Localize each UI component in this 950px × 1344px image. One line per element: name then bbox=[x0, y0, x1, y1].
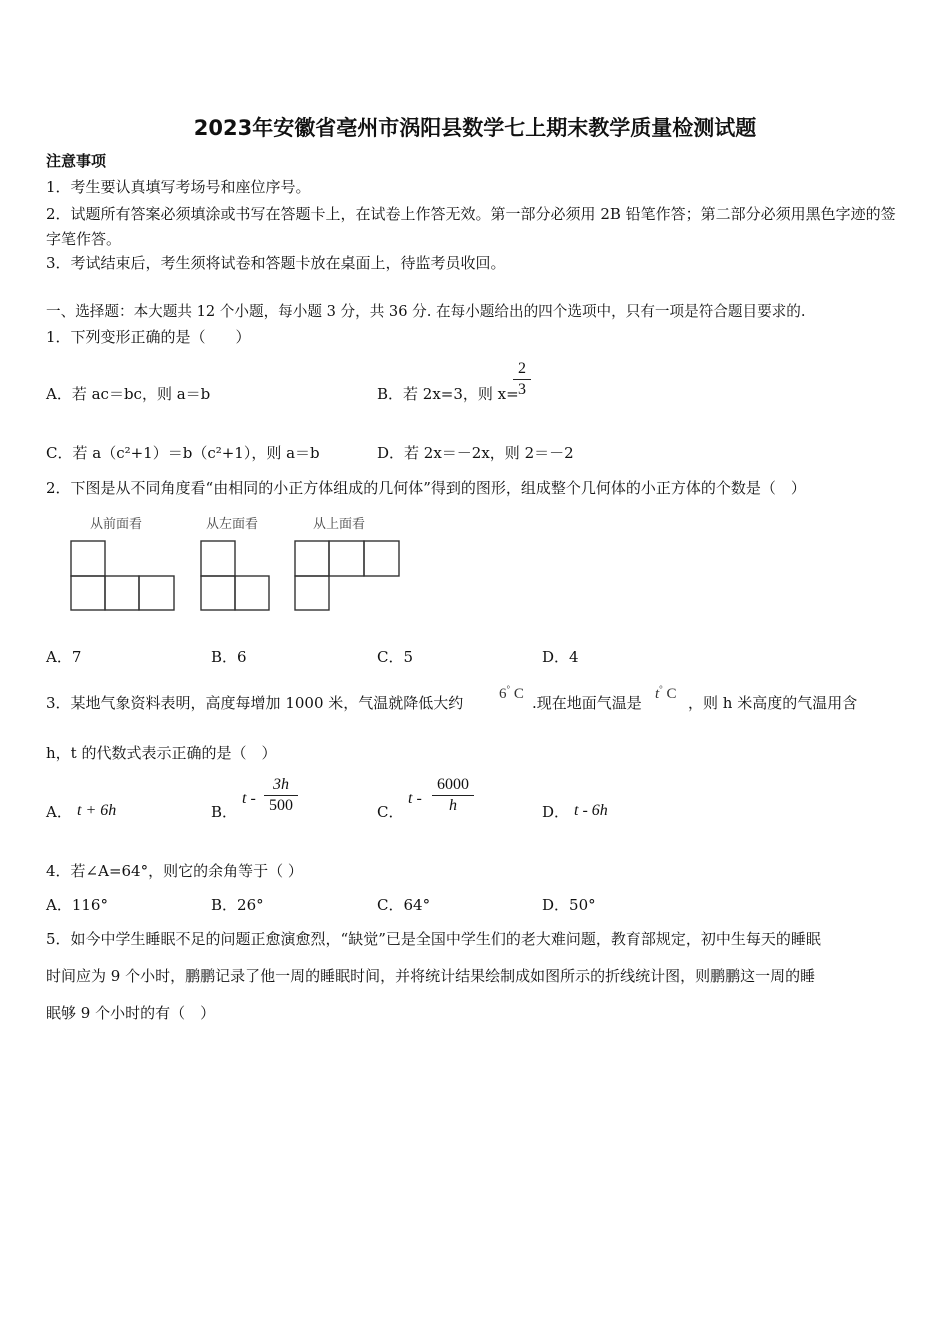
fraction-numerator: 3h bbox=[273, 776, 289, 793]
q1-option-d: D．若 2x＝－2x，则 2＝－2 bbox=[377, 444, 574, 462]
notice-heading: 注意事项 bbox=[46, 152, 107, 170]
front-view-cell bbox=[105, 576, 139, 610]
fraction-denominator: h bbox=[449, 797, 457, 814]
q5-stem-line-2: 时间应为 9 个小时，鹏鹏记录了他一周的睡眠时间，并将统计结果绘制成如图所示的折线统计图，则鹏鹏这一周的睡 bbox=[46, 967, 816, 985]
fraction-numerator: 2 bbox=[518, 360, 526, 377]
q3-option-c-prefix: t - bbox=[408, 790, 422, 807]
q3-ground-temp bbox=[655, 684, 677, 703]
view-label-front: 从前面看 bbox=[90, 517, 143, 532]
left-view-cell bbox=[201, 541, 235, 576]
degree-mark: ° bbox=[659, 684, 663, 694]
top-view-cell bbox=[295, 541, 329, 576]
q3-stem-part1: 3．某地气象资料表明，高度每增加 1000 米，气温就降低大约 bbox=[46, 694, 464, 712]
page-title: 2023年安徽省亳州市涡阳县数学七上期末教学质量检测试题 bbox=[193, 116, 757, 140]
q2-stem: 2．下图是从不同角度看“由相同的小正方体组成的几何体”得到的图形，组成整个几何体的小正方体的个数是（ ） bbox=[46, 479, 806, 497]
front-view-cell bbox=[139, 576, 174, 610]
front-view-cell bbox=[71, 541, 105, 576]
q3-stem-part3: ，则 h 米高度的气温用含 bbox=[688, 694, 858, 712]
q3-ground-temp-value: t bbox=[655, 686, 660, 702]
left-view-cell bbox=[235, 576, 269, 610]
q3-unit-c: C bbox=[513, 686, 524, 702]
fraction-denominator: 3 bbox=[518, 381, 526, 398]
q3-option-d-expr: t - 6h bbox=[574, 802, 608, 819]
view-label-left: 从左面看 bbox=[206, 517, 259, 532]
q3-stem-line2: h，t 的代数式表示正确的是（ ） bbox=[46, 744, 277, 762]
fraction-bar bbox=[432, 795, 474, 796]
q2-option-c: C．5 bbox=[377, 648, 414, 666]
q3-option-a-expr: t + 6h bbox=[77, 802, 117, 819]
notice-item-3: 3．考试结束后，考生须将试卷和答题卡放在桌面上，待监考员收回。 bbox=[46, 254, 506, 272]
q4-option-d: D．50° bbox=[542, 896, 596, 914]
q1-option-a: A．若 ac＝bc，则 a＝b bbox=[46, 385, 211, 403]
q1-option-c: C．若 a（c²+1）＝b（c²+1），则 a＝b bbox=[46, 444, 320, 462]
q4-option-c: C．64° bbox=[377, 896, 431, 914]
section-heading: 一、选择题：本大题共 12 个小题，每小题 3 分，共 36 分. 在每小题给出的四个选项中，只有一项是符合题目要求的. bbox=[46, 303, 806, 320]
q3-option-d-label: D． bbox=[542, 803, 570, 821]
q3-temp-drop-value: 6 bbox=[499, 686, 507, 702]
left-view-cell bbox=[201, 576, 235, 610]
q3-option-b-prefix: t - bbox=[242, 790, 256, 807]
front-view-cell bbox=[71, 576, 105, 610]
q3-option-c-label: C． bbox=[377, 803, 404, 821]
degree-mark: ° bbox=[506, 684, 511, 694]
fraction-denominator: 500 bbox=[269, 797, 293, 814]
q2-option-d: D．4 bbox=[542, 648, 579, 666]
top-view-cell bbox=[364, 541, 399, 576]
notice-item-1: 1．考生要认真填写考场号和座位序号。 bbox=[46, 178, 311, 196]
q3-option-b-label: B． bbox=[211, 803, 238, 821]
q5-stem-line-1: 5．如今中学生睡眠不足的问题正愈演愈烈，“缺觉”已是全国中学生们的老大难问题，教育部规定，初中生每天的睡眠 bbox=[46, 930, 821, 948]
q3-unit-c: C bbox=[666, 686, 677, 702]
view-label-top: 从上面看 bbox=[313, 517, 366, 532]
q3-option-a-label: A． bbox=[46, 803, 72, 821]
q2-option-a: A．7 bbox=[46, 648, 82, 666]
q4-option-a: A．116° bbox=[46, 896, 108, 914]
notice-item-2: 2．试题所有答案必须填涂或书写在答题卡上，在试卷上作答无效。第一部分必须用 2B 铅笔作答；第二部分必须用黑色字迹的签字笔作答。 bbox=[46, 205, 896, 248]
top-view-cell bbox=[329, 541, 364, 576]
q3-stem-part2: .现在地面气温是 bbox=[532, 694, 642, 712]
q3-option-c-fraction bbox=[432, 776, 474, 815]
fraction-numerator: 6000 bbox=[437, 776, 469, 793]
q4-stem: 4．若∠A=64°，则它的余角等于（ ） bbox=[46, 862, 303, 880]
q5-stem-line-3: 眠够 9 个小时的有（ ） bbox=[46, 1004, 216, 1022]
q4-option-b: B．26° bbox=[211, 896, 264, 914]
q3-temp-drop bbox=[499, 684, 524, 703]
fraction-bar bbox=[264, 795, 298, 796]
q2-option-b: B．6 bbox=[211, 648, 247, 666]
q3-option-b-fraction bbox=[264, 776, 298, 815]
q1-option-b: B．若 2x=3，则 x= bbox=[377, 385, 519, 403]
top-view-cell bbox=[295, 576, 329, 610]
q1-stem: 1．下列变形正确的是（ ） bbox=[46, 328, 251, 346]
